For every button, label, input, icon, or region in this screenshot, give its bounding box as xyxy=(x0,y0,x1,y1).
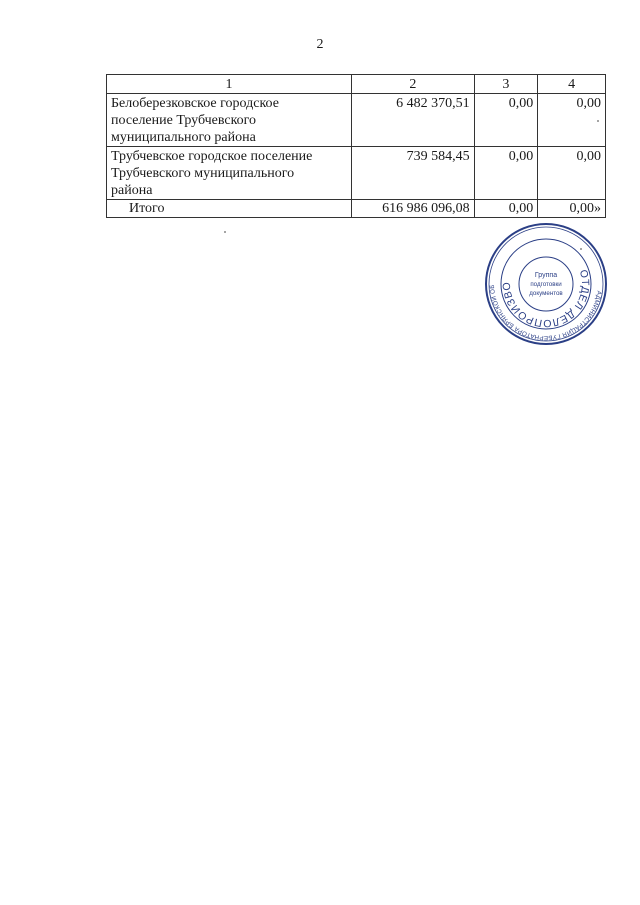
total-row xyxy=(107,200,606,218)
scan-speck xyxy=(224,231,226,233)
row-col2-cell: 739 584,45 xyxy=(352,147,475,200)
total-col4-cell: 0,00» xyxy=(538,200,606,218)
total-col3-cell: 0,00 xyxy=(474,200,538,218)
stamp-seal-icon xyxy=(484,222,608,346)
total-col2-cell: 616 986 096,08 xyxy=(352,200,475,218)
row-name-line: муниципального района xyxy=(111,130,256,145)
data-table xyxy=(106,74,606,218)
row-name-line: поселение Трубчевского xyxy=(111,113,257,128)
stamp-center-line: документов xyxy=(529,290,563,297)
header-cell-4: 4 xyxy=(538,75,606,94)
scan-speck xyxy=(580,248,582,250)
stamp-center-line: подготовки xyxy=(530,281,562,288)
table-header-row xyxy=(107,75,606,94)
row-name-line: Трубчевского муниципального xyxy=(111,166,295,181)
office-stamp xyxy=(484,222,608,346)
row-col3-cell: 0,00 xyxy=(474,94,538,147)
row-name-line: района xyxy=(111,183,153,198)
page-number: 2 xyxy=(316,37,324,52)
row-col2-cell: 6 482 370,51 xyxy=(352,94,475,147)
stamp-inner-ring-text: ОТДЕЛ ДЕЛОПРОИЗВО xyxy=(500,268,592,330)
row-name-line: Трубчевское городское поселение xyxy=(111,149,313,164)
row-col4-cell: 0,00 xyxy=(538,147,606,200)
header-cell-2: 2 xyxy=(352,75,475,94)
header-cell-3: 3 xyxy=(474,75,538,94)
table-row xyxy=(107,94,606,147)
row-col4-cell: 0,00 xyxy=(538,94,606,147)
scan-speck xyxy=(597,120,599,122)
row-name-cell xyxy=(107,147,352,200)
header-cell-1: 1 xyxy=(107,75,352,94)
stamp-center-line: Группа xyxy=(534,272,558,279)
row-col3-cell: 0,00 xyxy=(474,147,538,200)
stamp-outer-ring-text: АДМИНИСТРАЦИЯ ГУБЕРНАТОРА БРЯНСКОЙ ОБ xyxy=(488,284,603,342)
row-name-line: Белоберезковское городское xyxy=(111,96,279,111)
table-row xyxy=(107,147,606,200)
row-name-cell xyxy=(107,94,352,147)
total-label-cell: Итого xyxy=(107,200,352,218)
